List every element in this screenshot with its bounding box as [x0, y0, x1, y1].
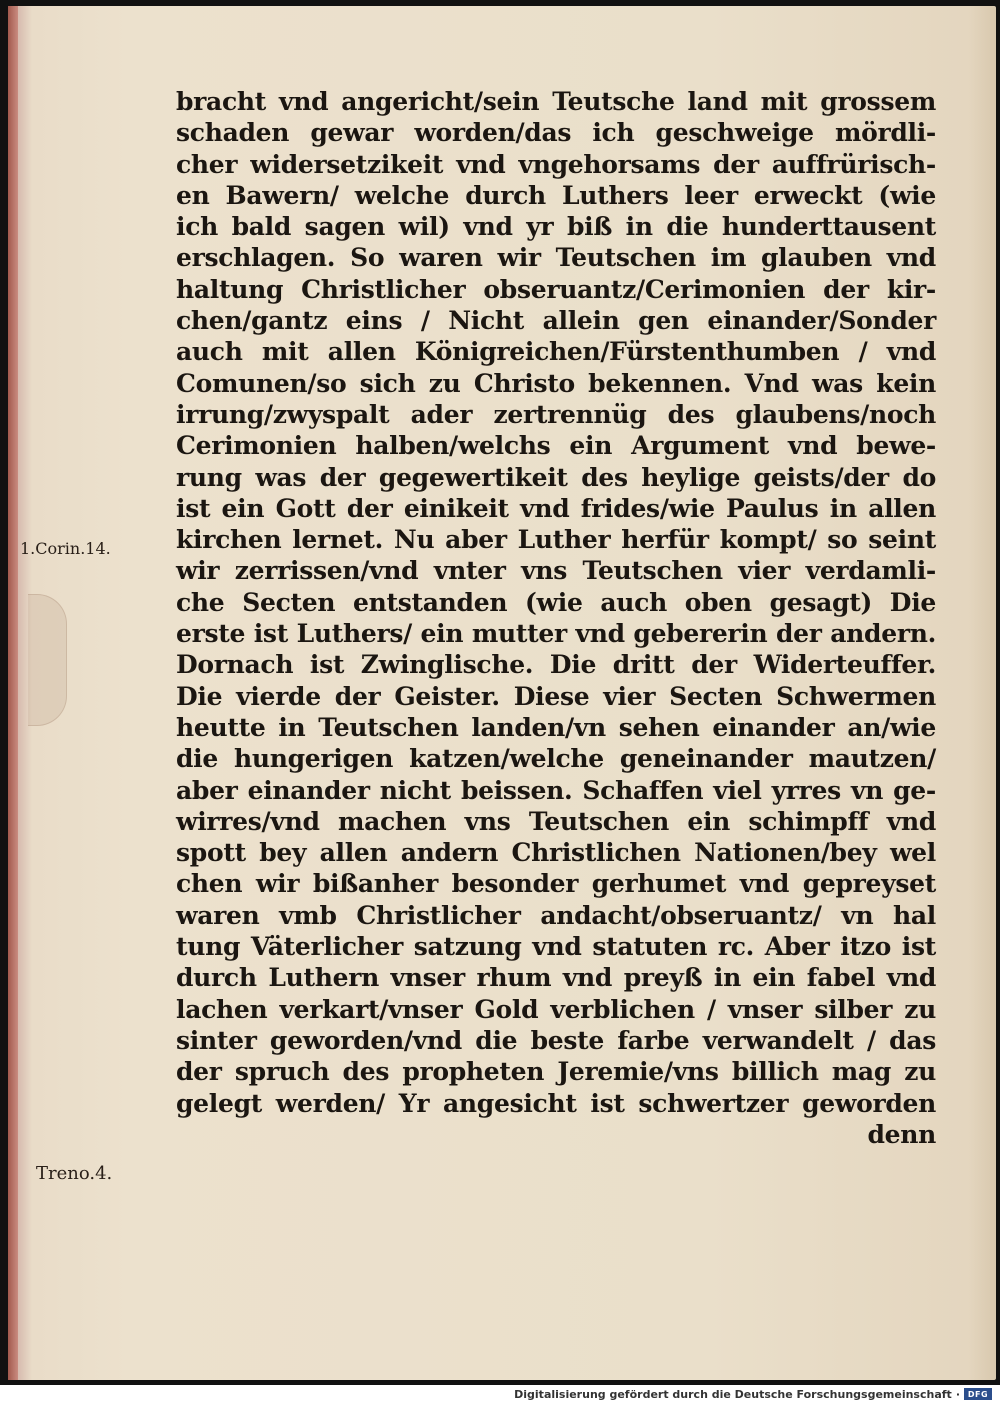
digitization-credit: Digitalisierung gefördert durch die Deutsche Forschungsgemeinschaft · DFG	[514, 1386, 992, 1402]
text-line: che Secten entstanden (wie auch oben gesagt) Die	[176, 587, 936, 617]
text-line: der spruch des propheten Jeremie/vns billich mag zu	[176, 1057, 936, 1087]
catchword: denn	[867, 1119, 936, 1149]
text-line: rung was der gegewertikeit des heylige geists/der do	[176, 462, 936, 492]
text-line: tung Väterlicher satzung vnd statuten rc. Aber itzo ist	[176, 932, 936, 962]
text-line: kirchen lernet. Nu aber Luther herfür kompt/ so seint	[176, 525, 936, 555]
text-line: ich bald sagen wil) vnd yr biß in die hunderttausent	[176, 212, 936, 242]
text-line: auch mit allen Königreichen/Fürstenthumben / vnd	[176, 337, 936, 367]
text-line: aber einander nicht beissen. Schaffen viel yrres vn ge-	[176, 775, 936, 805]
text-line: Die vierde der Geister. Diese vier Secten Schwermen	[176, 681, 936, 711]
text-line: spott bey allen andern Christlichen Nationen/bey wel	[176, 838, 936, 868]
text-line: heutte in Teutschen landen/vn sehen einander an/wie	[176, 712, 936, 742]
margin-note-corinthians: 1.Corin.14.	[20, 539, 111, 558]
main-text-block	[176, 86, 936, 1150]
text-line: gelegt werden/ Yr angesicht ist schwertzer geworden	[176, 1088, 936, 1118]
bookmark-tab-shadow	[28, 594, 67, 726]
footer-text: Digitalisierung gefördert durch die Deutsche Forschungsgemeinschaft	[514, 1387, 952, 1401]
text-line: ist ein Gott der einikeit vnd frides/wie Paulus in allen	[176, 493, 936, 523]
text-line: erschlagen. So waren wir Teutschen im glauben vnd	[176, 243, 936, 273]
text-line: durch Luthern vnser rhum vnd preyß in ein fabel vnd	[176, 963, 936, 993]
text-line: irrung/zwyspalt ader zertrennüg des glaubens/noch	[176, 399, 936, 429]
text-line: chen wir bißanher besonder gerhumet vnd gepreyset	[176, 869, 936, 899]
text-line: sinter geworden/vnd die beste farbe verwandelt / das	[176, 1025, 936, 1055]
text-line: lachen verkart/vnser Gold verblichen / vnser silber zu	[176, 994, 936, 1024]
text-line: waren vmb Christlicher andacht/obseruantz/ vn hal	[176, 900, 936, 930]
text-line: Cerimonien halben/welchs ein Argument vnd bewe-	[176, 431, 936, 461]
text-line: schaden gewar worden/das ich geschweige mördli-	[176, 118, 936, 148]
text-line: die hungerigen katzen/welche geneinander mautzen/	[176, 744, 936, 774]
text-line: Comunen/so sich zu Christo bekennen. Vnd was kein	[176, 368, 936, 398]
text-line: bracht vnd angericht/sein Teutsche land mit grossem	[176, 87, 936, 116]
text-line: wirres/vnd machen vns Teutschen ein schimpff vnd	[176, 806, 936, 836]
text-line: erste ist Luthers/ ein mutter vnd gebererin der andern.	[176, 619, 936, 649]
text-line: wir zerrissen/vnd vnter vns Teutschen vier verdamli-	[176, 556, 936, 586]
text-line: en Bawern/ welche durch Luthers leer erweckt (wie	[176, 180, 936, 210]
book-page	[8, 6, 996, 1380]
margin-note-treno: Treno.4.	[36, 1163, 113, 1184]
text-line: cher widersetzikeit vnd vngehorsams der auffrürisch-	[176, 149, 936, 179]
text-line: Dornach ist Zwinglische. Die dritt der Widerteuffer.	[176, 650, 936, 680]
text-line: chen/gantz eins / Nicht allein gen einander/Sonder	[176, 306, 936, 336]
dfg-logo-icon: DFG	[964, 1388, 992, 1400]
text-line: haltung Christlicher obseruantz/Cerimonien der kir-	[176, 274, 936, 304]
